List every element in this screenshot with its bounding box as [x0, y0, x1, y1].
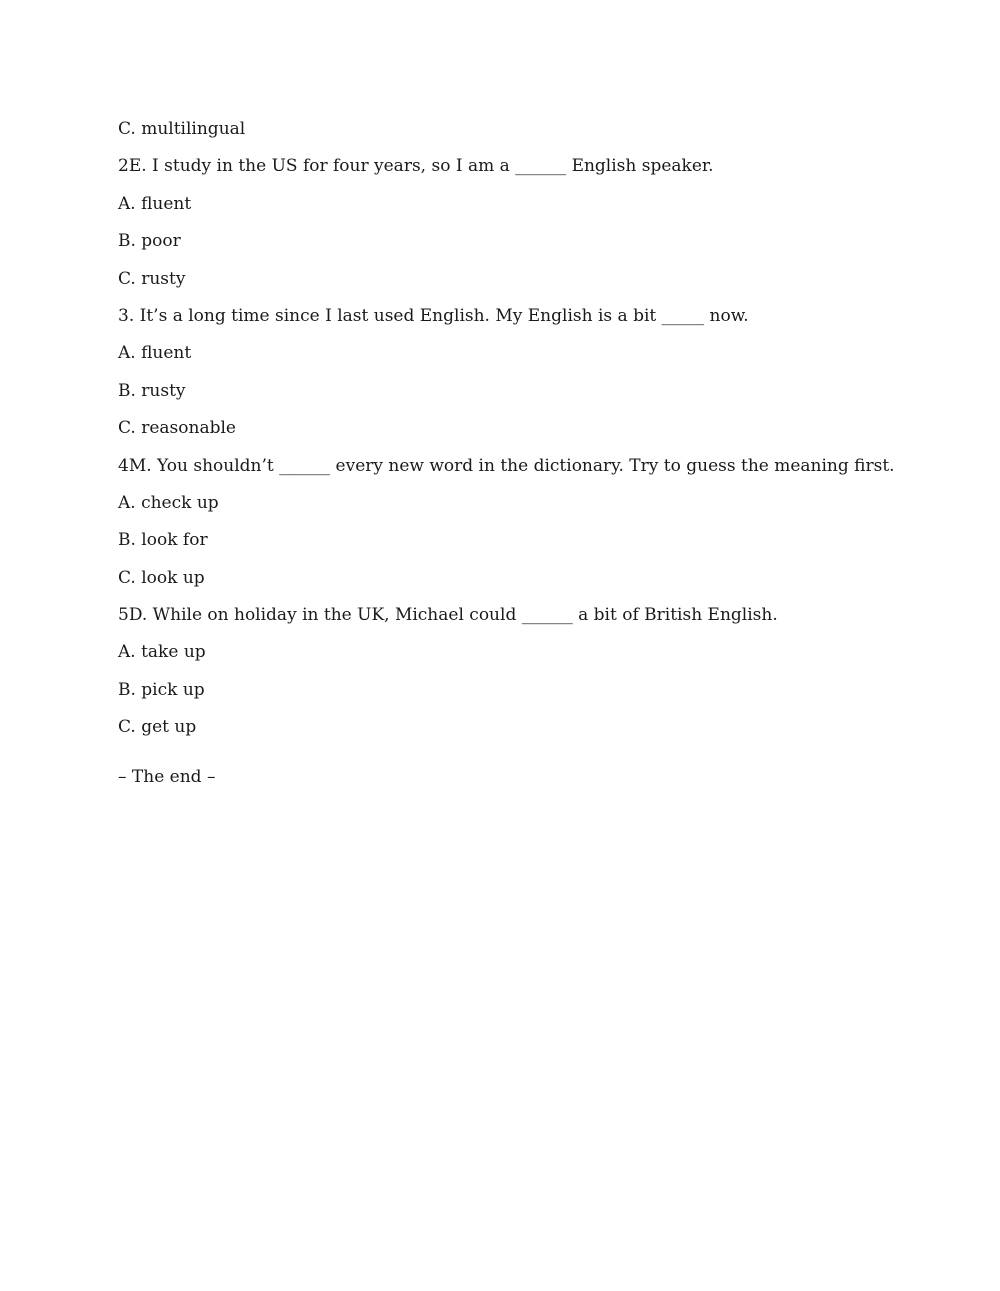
answer-option: C. multilingual	[118, 119, 246, 139]
question-5: 5D. While on holiday in the UK, Michael could ______ a bit of British English.	[118, 605, 778, 626]
answer-option: A. take up	[118, 642, 206, 663]
answer-option: C. get up	[118, 717, 197, 738]
answer-option: A. check up	[118, 492, 219, 513]
answer-option: B. rusty	[118, 380, 186, 401]
question-4: 4M. You shouldn’t ______ every new word in the dictionary. Try to guess the meaning first.	[118, 455, 895, 476]
answer-option: B. look for	[118, 530, 208, 551]
worksheet-content	[118, 116, 918, 790]
answer-option: A. fluent	[118, 343, 192, 364]
answer-option: C. reasonable	[118, 418, 236, 439]
answer-option: B. pick up	[118, 679, 205, 700]
the-end-marker: – The end –	[118, 766, 216, 787]
answer-option: A. fluent	[118, 193, 192, 214]
answer-option: C. rusty	[118, 268, 186, 289]
question-3: 3. It’s a long time since I last used English. My English is a bit _____ now.	[118, 305, 749, 326]
answer-option: C. look up	[118, 567, 205, 588]
question-2: 2E. I study in the US for four years, so I am a ______ English speaker.	[118, 156, 714, 177]
answer-option: B. poor	[118, 231, 181, 252]
